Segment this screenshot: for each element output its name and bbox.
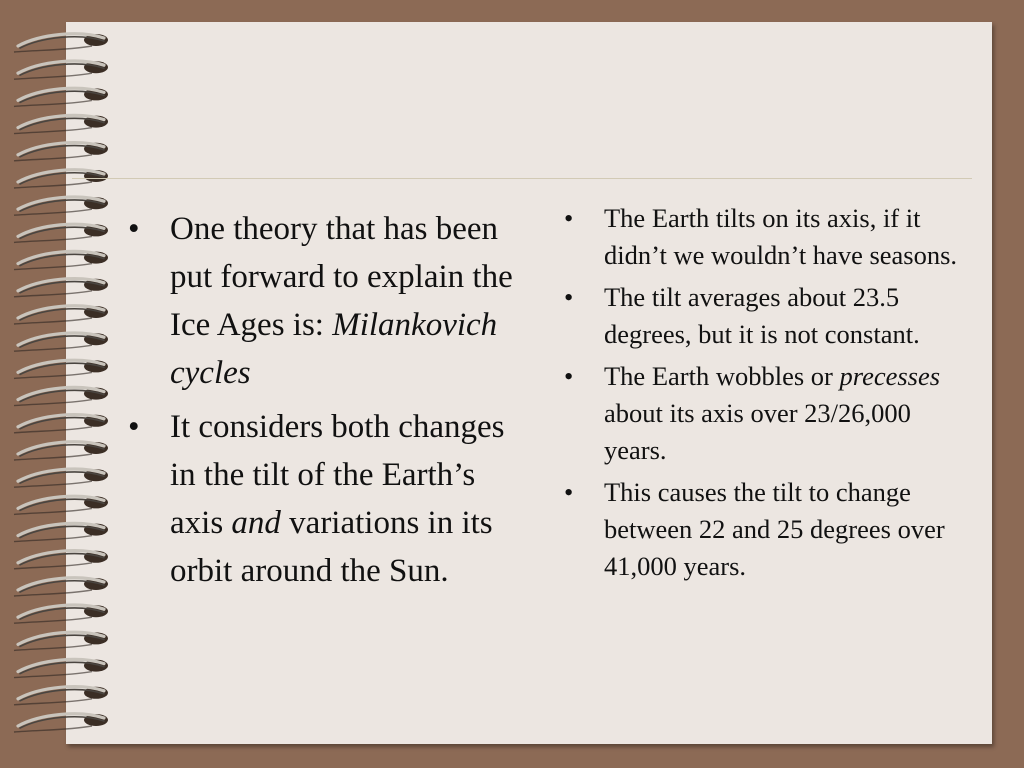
binding-ring bbox=[14, 224, 108, 242]
bullet-emphasis: and bbox=[231, 505, 281, 541]
bullet-tail: about its axis over 23/26,000 years. bbox=[604, 398, 911, 465]
binding-ring bbox=[14, 659, 108, 677]
left-column bbox=[128, 205, 528, 601]
bullet-text: The tilt averages about 23.5 degrees, but it is not constant. bbox=[604, 282, 920, 349]
binding-ring bbox=[14, 34, 108, 52]
bullet-text: This causes the tilt to change between 22 and 25 degrees over 41,000 years. bbox=[604, 477, 945, 581]
binding-ring bbox=[14, 605, 108, 623]
title-divider bbox=[72, 178, 972, 179]
bullet-text: The Earth wobbles or bbox=[604, 361, 840, 391]
bullet-icon: • bbox=[564, 477, 574, 507]
binding-ring bbox=[14, 333, 108, 351]
binding-ring bbox=[14, 306, 108, 324]
binding-ring bbox=[14, 523, 108, 541]
binding-ring bbox=[14, 61, 108, 79]
binding-ring bbox=[14, 360, 108, 378]
binding-ring bbox=[14, 251, 108, 269]
binding-ring bbox=[14, 88, 108, 106]
right-bullet-item bbox=[562, 279, 962, 353]
binding-ring bbox=[14, 469, 108, 487]
bullet-icon: • bbox=[564, 203, 574, 233]
bullet-icon: • bbox=[128, 211, 140, 247]
bullet-emphasis: precesses bbox=[839, 361, 941, 391]
binding-ring bbox=[14, 632, 108, 650]
left-bullet-item bbox=[128, 205, 528, 397]
binding-ring bbox=[14, 279, 108, 297]
right-bullet-item bbox=[562, 474, 962, 585]
binding-ring bbox=[14, 578, 108, 596]
bullet-icon: • bbox=[128, 409, 140, 445]
binding-ring bbox=[14, 197, 108, 215]
binding-ring bbox=[14, 415, 108, 433]
binding-ring bbox=[14, 496, 108, 514]
left-bullet-item bbox=[128, 403, 528, 595]
bullet-text: The Earth tilts on its axis, if it didn’t we wouldn’t have seasons. bbox=[604, 203, 958, 270]
bullet-tail: variations in its orbit around the Sun. bbox=[170, 505, 493, 589]
right-bullet-item bbox=[562, 200, 962, 274]
binding-ring bbox=[14, 687, 108, 705]
bullet-emphasis: Milankovich cycles bbox=[170, 307, 498, 391]
binding-ring bbox=[14, 143, 108, 161]
spiral-binding bbox=[0, 0, 140, 768]
binding-ring bbox=[14, 442, 108, 460]
bullet-text: One theory that has been put forward to explain the Ice Ages is: bbox=[170, 211, 513, 343]
bullet-icon: • bbox=[564, 282, 574, 312]
binding-ring bbox=[14, 387, 108, 405]
right-bullet-item bbox=[562, 358, 962, 469]
binding-ring bbox=[14, 115, 108, 133]
binding-ring bbox=[14, 714, 108, 732]
binding-ring bbox=[14, 551, 108, 569]
bullet-icon: • bbox=[564, 361, 574, 391]
right-column bbox=[562, 200, 962, 590]
bullet-text: It considers both changes in the tilt of the Earth’s axis bbox=[170, 409, 505, 541]
